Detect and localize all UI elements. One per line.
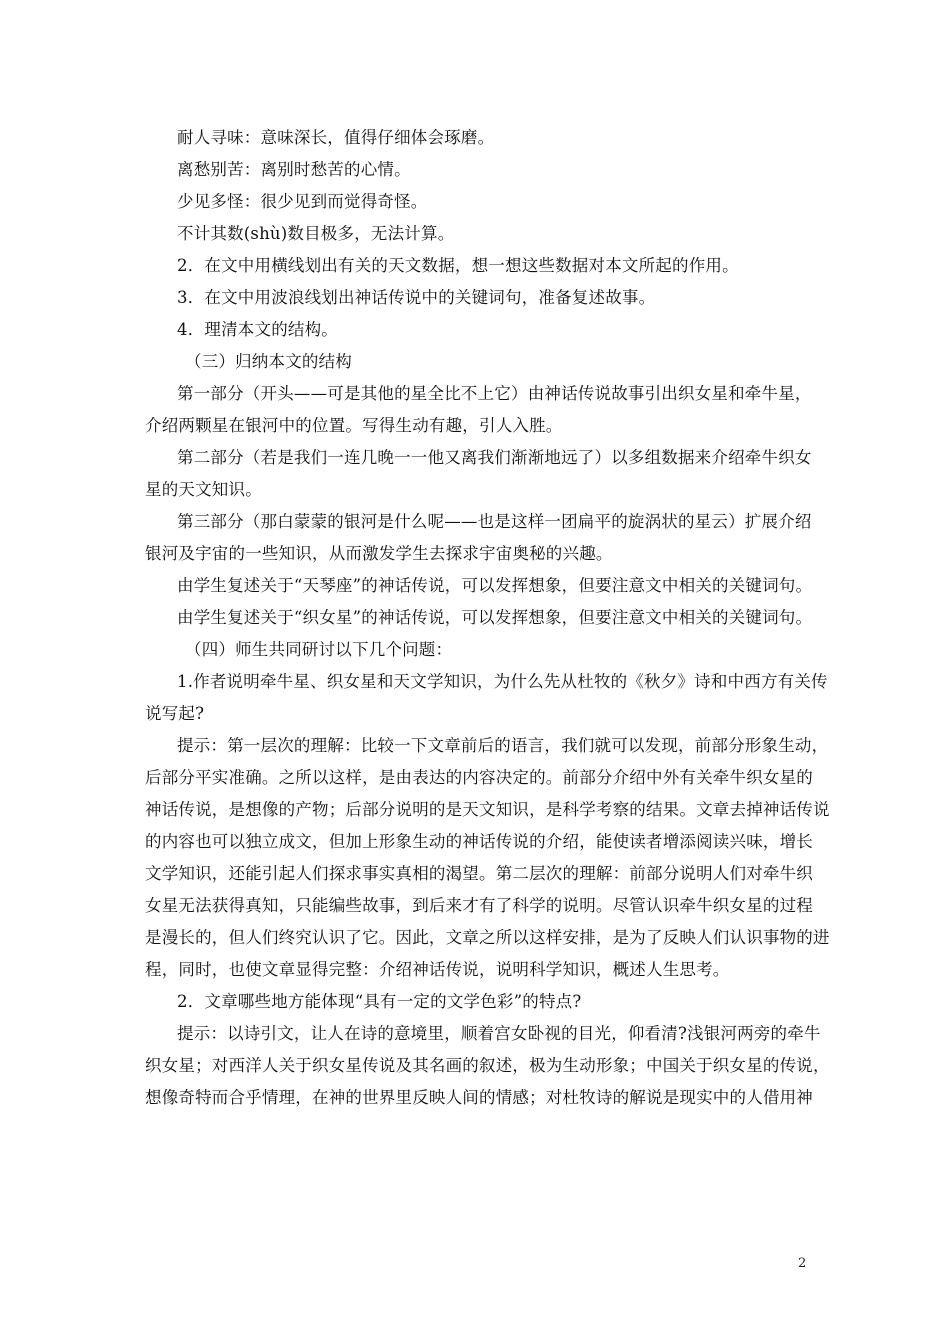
question-1: 1.作者说明牵牛星、织女星和天文学知识，为什么先从杜牧的《秋夕》诗和中西方有关传: [177, 672, 828, 691]
task-item: 4．理清本文的结构。: [177, 320, 338, 339]
paragraph-part2: 第二部分（若是我们一连几晚一一他又离我们渐渐地远了）以多组数据来介绍牵牛织女: [177, 448, 812, 467]
hint-2: 提示：以诗引文，让人在诗的意境里，顺着宫女卧视的目光，仰看清?浅银河两旁的牵牛: [177, 1024, 821, 1043]
section-heading-4: （四）师生共同研讨以下几个问题：: [185, 640, 453, 659]
hint-1: 神话传说，是想像的产物；后部分说明的是天文知识，是科学考察的结果。文章去掉神话传说: [145, 800, 830, 819]
question-2: 2．文章哪些地方能体现“具有一定的文学色彩”的特点?: [177, 992, 582, 1011]
paragraph-part2: 星的天文知识。: [145, 480, 262, 499]
page-body: [145, 122, 830, 1114]
hint-1: 程，同时，也使文章显得完整：介绍神话传说，说明科学知识，概述人生思考。: [145, 960, 730, 979]
hint-1: 文学知识，还能引起人们探求事实真相的渴望。第二层次的理解：前部分说明人们对牵牛织: [145, 864, 813, 883]
vocab-item: 耐人寻味：意味深长，值得仔细体会琢磨。: [177, 128, 495, 147]
paragraph-retell: 由学生复述关于“织女星”的神话传说，可以发挥想象，但要注意文中相关的关键词句。: [177, 608, 813, 627]
task-item: 2．在文中用横线划出有关的天文数据，想一想这些数据对本文所起的作用。: [177, 256, 739, 275]
hint-1: 女星无法获得真知，只能编些故事，到后来才有了科学的说明。尽管认识牵牛织女星的过程: [145, 896, 813, 915]
task-item: 3．在文中用波浪线划出神话传说中的关键词句，准备复述故事。: [177, 288, 656, 307]
vocab-item: 离愁别苦：离别时愁苦的心情。: [177, 160, 411, 179]
hint-1: 提示：第一层次的理解：比较一下文章前后的语言，我们就可以发现，前部分形象生动，: [177, 736, 829, 755]
paragraph-part1: 介绍两颗星在银河中的位置。写得生动有趣，引人入胜。: [145, 416, 563, 435]
paragraph-part3: 银河及宇宙的一些知识，从而激发学生去探求宇宙奥秘的兴趣。: [145, 544, 613, 563]
page-number: 2: [798, 1256, 807, 1271]
paragraph-part1: 第一部分（开头——可是其他的星全比不上它）由神话传说故事引出织女星和牵牛星，: [177, 384, 812, 403]
question-1: 说写起?: [145, 704, 205, 723]
hint-1: 的内容也可以独立成文，但加上形象生动的神话传说的介绍，能使读者增添阅读兴味，增长: [145, 832, 813, 851]
hint-1: 后部分平实准确。之所以这样，是由表达的内容决定的。前部分介绍中外有关牵牛织女星的: [145, 768, 813, 787]
paragraph-retell: 由学生复述关于“天琴座”的神话传说，可以发挥想象，但要注意文中相关的关键词句。: [177, 576, 813, 595]
hint-2: 织女星；对西洋人关于织女星传说及其名画的叙述，极为生动形象；中国关于织女星的传说，: [145, 1056, 830, 1075]
paragraph-part3: 第三部分（那白蒙蒙的银河是什么呢——也是这样一团扁平的旋涡状的星云）扩展介绍: [177, 512, 812, 531]
vocab-item: 不计其数(shù)数目极多，无法计算。: [177, 224, 455, 243]
section-heading-3: （三）归纳本文的结构: [185, 352, 352, 371]
hint-2: 想像奇特而合乎情理，在神的世界里反映人间的情感；对杜牧诗的解说是现实中的人借用神: [145, 1088, 813, 1107]
hint-1: 是漫长的，但人们终究认识了它。因此，文章之所以这样安排，是为了反映人们认识事物的进: [145, 928, 830, 947]
vocab-item: 少见多怪：很少见到而觉得奇怪。: [177, 192, 428, 211]
